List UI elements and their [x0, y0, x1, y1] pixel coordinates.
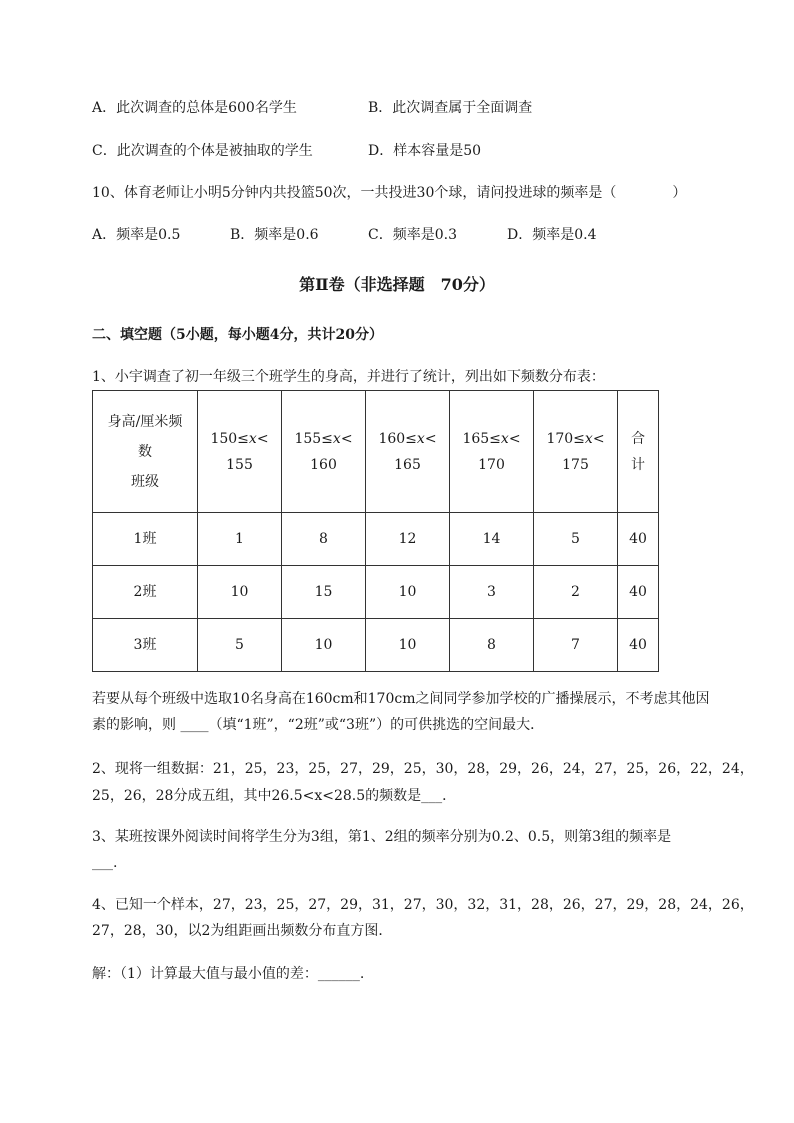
interval-hi: 155	[226, 456, 253, 473]
freq-cell: 1	[198, 513, 282, 566]
freq-cell: 14	[450, 513, 534, 566]
freq-cell: 5	[534, 513, 618, 566]
freq-cell: 10	[282, 619, 366, 672]
freq-cell: 10	[366, 619, 450, 672]
freq-cell: 10	[366, 566, 450, 619]
q9-option-c: C．此次调查的个体是被抽取的学生	[92, 143, 313, 159]
total-cell: 40	[618, 513, 659, 566]
freq-cell: 5	[198, 619, 282, 672]
fill4-solution: 解：（1）计算最大值与最小值的差：______.	[92, 966, 365, 982]
header-corner-cell	[93, 391, 198, 513]
freq-cell: 15	[282, 566, 366, 619]
total-header	[618, 391, 659, 513]
fill3-line2: ___.	[92, 855, 118, 871]
freq-cell: 12	[366, 513, 450, 566]
interval-lo: 165≤	[462, 430, 501, 447]
fill4-line1: 4、已知一个样本，27，23，25，27，29，31，27，30，32，31，28，26，27，29，28，24，26，	[92, 897, 754, 913]
fill4-line2: 27，28，30，以2为组距画出频数分布直方图．	[92, 923, 393, 939]
header-corner-line2: 数	[138, 443, 152, 460]
total-header-line2: 计	[631, 456, 645, 473]
q10-option-a: A．频率是0.5	[92, 227, 181, 243]
interval-var: x	[500, 430, 509, 447]
part2-heading: 二、填空题（5小题，每小题4分，共计20分）	[92, 327, 383, 343]
freq-cell: 10	[198, 566, 282, 619]
interval-header-5	[534, 391, 618, 513]
interval-rel: <	[424, 430, 437, 447]
q10-option-c: C．频率是0.3	[368, 227, 457, 243]
total-cell: 40	[618, 566, 659, 619]
fill2-line1: 2、现将一组数据：21，25，23，25，27，29，25，30，28，29，26，24，27，25，26，22，24，	[92, 761, 754, 777]
interval-lo: 170≤	[546, 430, 585, 447]
interval-hi: 160	[310, 456, 337, 473]
fill1-intro: 1、小宇调查了初一年级三个班学生的身高，并进行了统计，列出如下频数分布表：	[92, 369, 605, 385]
total-cell: 40	[618, 619, 659, 672]
interval-rel: <	[340, 430, 353, 447]
interval-hi: 170	[478, 456, 505, 473]
interval-lo: 160≤	[378, 430, 417, 447]
freq-cell: 3	[450, 566, 534, 619]
fill1-question-line2: 素的影响，则 ____（填“1班”，“2班”或“3班”）的可供挑选的空间最大．	[92, 717, 545, 733]
header-corner-line3: 班级	[131, 473, 159, 490]
interval-rel: <	[256, 430, 269, 447]
interval-lo: 150≤	[210, 430, 249, 447]
interval-header-3	[366, 391, 450, 513]
q10-option-d: D．频率是0.4	[507, 227, 597, 243]
interval-rel: <	[508, 430, 521, 447]
table-header-row	[93, 391, 659, 513]
freq-cell: 8	[282, 513, 366, 566]
q9-option-b: B．此次调查属于全面调查	[368, 100, 533, 116]
q10-option-b: B．频率是0.6	[230, 227, 319, 243]
freq-cell: 7	[534, 619, 618, 672]
q10-stem: 10、体育老师让小明5分钟内共投篮50次，一共投进30个球，请问投进球的频率是（ ）	[92, 185, 687, 201]
interval-var: x	[584, 430, 593, 447]
interval-lo: 155≤	[294, 430, 333, 447]
q9-option-a: A．此次调查的总体是600名学生	[92, 100, 297, 116]
freq-cell: 2	[534, 566, 618, 619]
class-cell: 3班	[93, 619, 198, 672]
interval-rel: <	[592, 430, 605, 447]
table-row	[93, 513, 659, 566]
frequency-table	[92, 390, 659, 672]
fill1-question-line1: 若要从每个班级中选取10名身高在160cm和170cm之间同学参加学校的广播操展示，不考虑其他因	[92, 691, 710, 707]
header-corner-line1: 身高/厘米频	[107, 413, 183, 430]
interval-header-2	[282, 391, 366, 513]
interval-header-4	[450, 391, 534, 513]
interval-var: x	[332, 430, 341, 447]
fill3-line1: 3、某班按课外阅读时间将学生分为3组，第1、2组的频率分别为0.2、0.5，则第3组的频率是	[92, 829, 672, 845]
interval-hi: 165	[394, 456, 421, 473]
freq-cell: 8	[450, 619, 534, 672]
class-cell: 2班	[93, 566, 198, 619]
interval-var: x	[248, 430, 257, 447]
table-row	[93, 566, 659, 619]
q9-option-d: D．样本容量是50	[368, 143, 482, 159]
interval-var: x	[416, 430, 425, 447]
interval-hi: 175	[562, 456, 589, 473]
section-title: 第Ⅱ卷（非选择题 70分）	[299, 275, 495, 294]
class-cell: 1班	[93, 513, 198, 566]
fill2-line2: 25，26，28分成五组，其中26.5<x<28.5的频数是___．	[92, 788, 457, 804]
table-row	[93, 619, 659, 672]
interval-header-1	[198, 391, 282, 513]
total-header-line1: 合	[631, 430, 645, 447]
